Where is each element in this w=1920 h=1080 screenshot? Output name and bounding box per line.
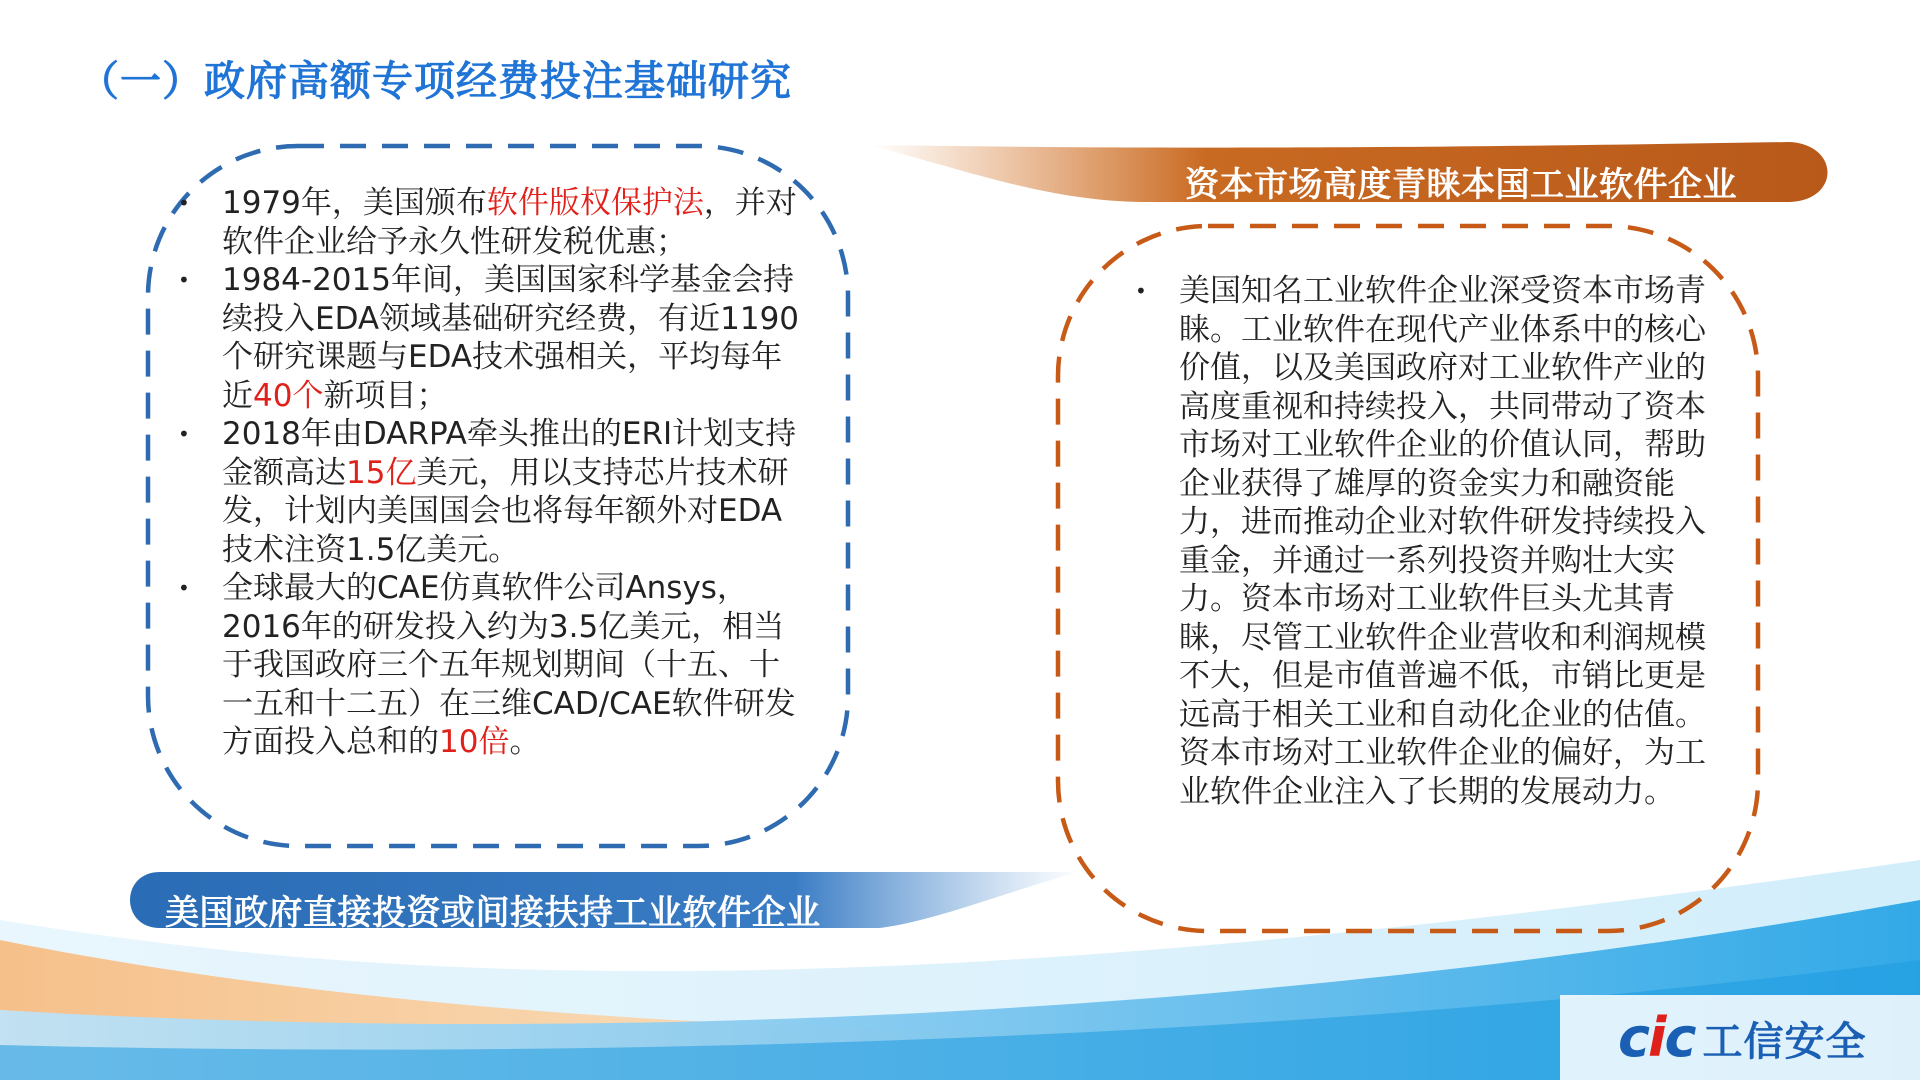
right-banner-label: 资本市场高度青睐本国工业软件企业 — [1185, 165, 1737, 205]
left-banner-label: 美国政府直接投资或间接扶持工业软件企业 — [165, 893, 821, 933]
right-bullet-list — [1135, 272, 1715, 811]
bullet-text: ，并对软件企业给予永久性研发税优惠； — [222, 185, 797, 260]
bullet-dot-icon: • — [178, 268, 190, 292]
left-bullet-list — [178, 184, 803, 762]
right-bullet-item — [1135, 272, 1715, 811]
cic-logo — [1618, 1008, 1867, 1068]
bullet-text: 新项目； — [323, 377, 448, 414]
bullet-dot-icon: • — [178, 422, 190, 446]
highlight-text: 软件版权保护法 — [486, 185, 704, 221]
left-bullet-item — [178, 261, 803, 415]
left-bullet-item — [178, 569, 803, 762]
bullet-text: 2018年由DARPA牵头推出的ERI计划支持金额高达 — [222, 416, 797, 491]
bullet-text: 。 — [509, 724, 541, 760]
bullet-text: 1979年，美国颁布 — [222, 185, 487, 221]
left-text-box — [178, 184, 803, 762]
right-text-box — [1135, 272, 1715, 811]
bullet-text: 美元，用以支持芯片技术研发，计划内美国国会也将每年额外对EDA技术注资1.5亿美元。 — [222, 454, 789, 568]
logo-text: 工信安全 — [1702, 1018, 1867, 1065]
highlight-text: 15亿 — [346, 454, 417, 491]
bullet-text: 全球最大的CAE仿真软件公司Ansys，2016年的研发投入约为3.5亿美元，相当于我国政府三个五年规划期间（十五、十一五和十二五）在三维CAD/CAE软件研发方面投入总和的 — [222, 570, 796, 760]
left-bullet-item — [178, 415, 803, 569]
bullet-dot-icon: • — [178, 191, 190, 215]
cic-logo-mark: cic — [1618, 1006, 1695, 1069]
left-bullet-item — [178, 184, 803, 261]
page-title: （一）政府高额专项经费投注基础研究 — [78, 57, 792, 105]
bullet-text: 美国知名工业软件企业深受资本市场青睐。工业软件在现代产业体系中的核心价值，以及美国政府对工业软件产业的高度重视和持续投入，共同带动了资本市场对工业软件企业的价值认同，帮助企业获得了雄厚的资金实力和融资能力，进而推动企业对软件研发持续投入重金，并通过一系列投资并购壮大实力。资本市场对工业软件巨头尤其青睐，尽管工业软件企业营收和利润规模不大，但是市值普遍不低，市销比更是远高于相关工业和自动化企业的估值。资本市场对工业软件企业的偏好，为工业软件企业注入了长期的发展动力。 — [1179, 273, 1706, 810]
highlight-text: 40个 — [253, 377, 324, 414]
bullet-dot-icon: • — [1135, 279, 1147, 303]
bullet-text: 1984-2015年间，美国国家科学基金会持续投入EDA领域基础研究经费，有近1190个研究课题与EDA技术强相关，平均每年近 — [222, 262, 800, 414]
highlight-text: 10倍 — [439, 724, 510, 760]
bullet-dot-icon: • — [178, 576, 190, 600]
